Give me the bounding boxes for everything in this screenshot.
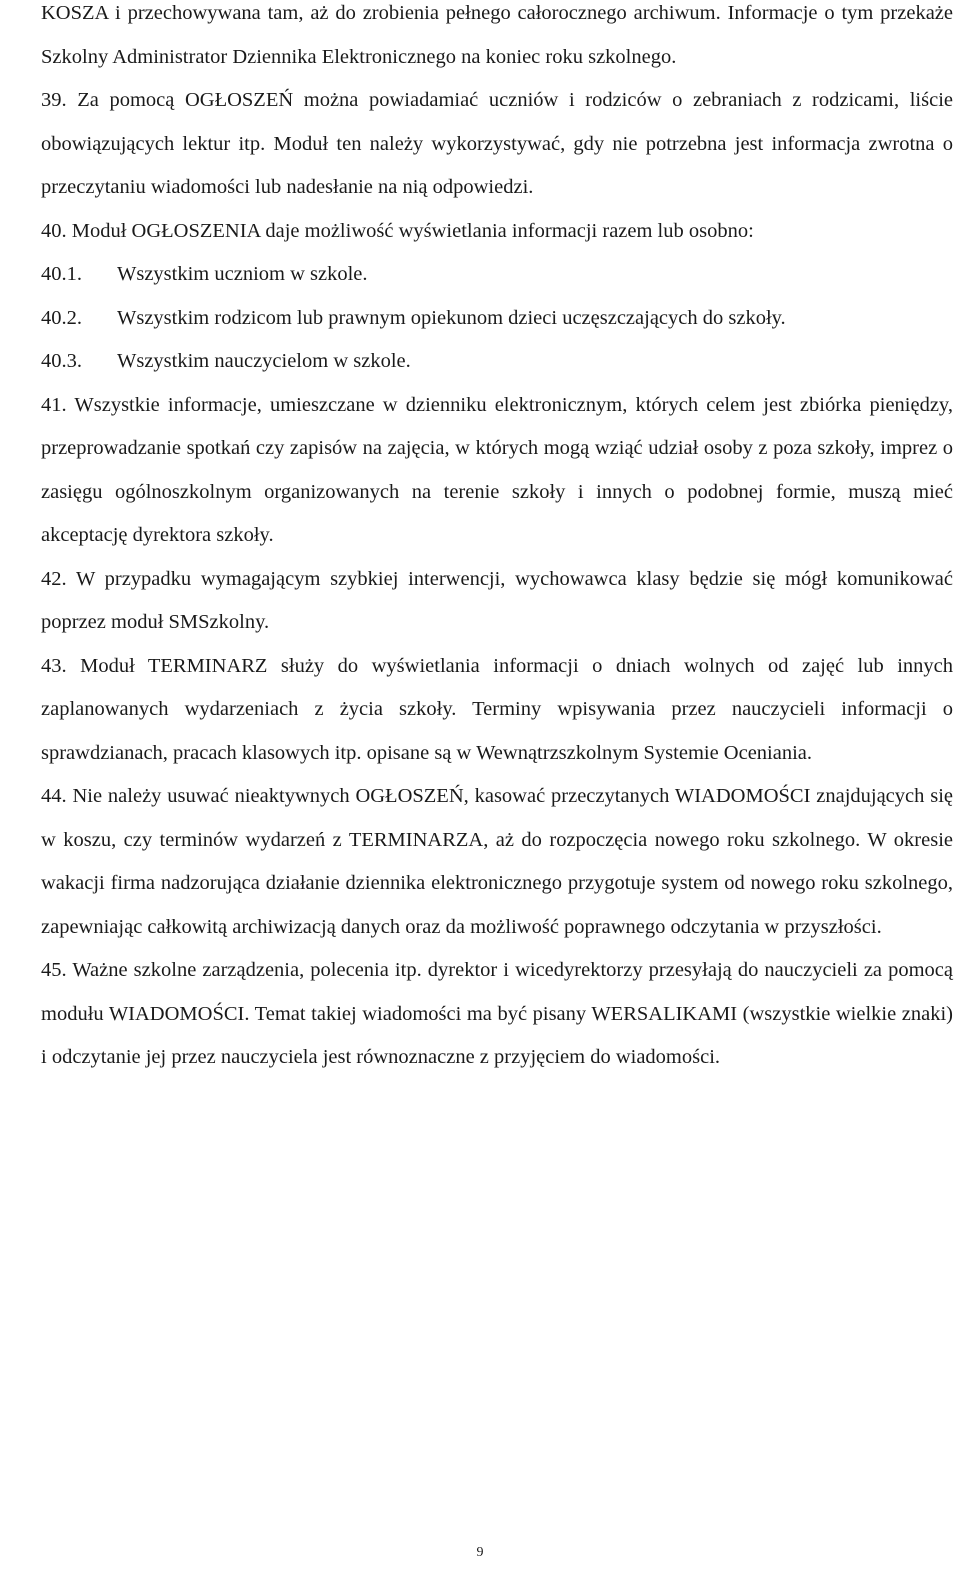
paragraph-text: Wszystkie informacje, umieszczane w dzienniku elektronicznym, których celem jest zbiórka pieniędzy, przeprowadzanie spotkań czy zapisów na zajęcia, w których mogą wziąć udział osoby z poza szkoły, imprez o zasięgu ogólnoszkolnym organizowanych na terenie szkoły i innych o podobnej formie, muszą mieć akceptację dyrektora szkoły. — [41, 393, 953, 546]
subitem-40-2 — [41, 297, 953, 341]
paragraph-45 — [41, 949, 953, 1080]
paragraph-42 — [41, 558, 953, 645]
subitem-text: Wszystkim rodzicom lub prawnym opiekunom dzieci uczęszczających do szkoły. — [117, 306, 786, 329]
paragraph-41 — [41, 384, 953, 558]
subitem-number: 40.3. — [41, 350, 82, 372]
paragraph-number: 45. — [41, 959, 67, 981]
paragraph-text: W przypadku wymagającym szybkiej interwencji, wychowawca klasy będzie się mógł komunikować poprzez moduł SMSzkolny. — [41, 567, 953, 633]
paragraph-text: Nie należy usuwać nieaktywnych OGŁOSZEŃ, kasować przeczytanych WIADOMOŚCI znajdujących się w koszu, czy terminów wydarzeń z TERMINARZA, aż do rozpoczęcia nowego roku szkolnego. W okresie wakacji firma nadzorująca działanie dziennika elektronicznego przygotuje system od nowego roku szkolnego, zapewniając całkowitą archiwizacją danych oraz da możliwość poprawnego odczytania w przyszłości. — [41, 785, 953, 938]
subitem-40-3 — [41, 340, 953, 384]
subitem-text: Wszystkim uczniom w szkole. — [117, 263, 368, 285]
subitem-text: Wszystkim nauczycielom w szkole. — [117, 350, 411, 372]
paragraph-44 — [41, 775, 953, 949]
continuation-paragraph: KOSZA i przechowywana tam, aż do zrobienia pełnego całorocznego archiwum. Informacje o tym przekaże Szkolny Administrator Dziennika Elektronicznego na koniec roku szkolnego. — [41, 2, 953, 68]
subitem-40-1 — [41, 253, 953, 297]
paragraph-39 — [41, 79, 953, 210]
paragraph-text: Ważne szkolne zarządzenia, polecenia itp. dyrektor i wicedyrektorzy przesyłają do nauczycieli za pomocą modułu WIADOMOŚCI. Temat takiej wiadomości ma być pisany WERSALIKAMI (wszystkie wielkie znaki) i odczytanie jej przez nauczyciela jest równoznaczne z przyjęciem do wiadomości. — [41, 959, 953, 1068]
paragraph-number: 43. — [41, 654, 67, 677]
paragraph-number: 40. — [41, 219, 67, 242]
subitem-number: 40.1. — [41, 263, 82, 285]
paragraph-number: 41. — [41, 393, 67, 416]
paragraph-number: 39. — [41, 89, 67, 111]
paragraph-text: Moduł OGŁOSZENIA daje możliwość wyświetlania informacji razem lub osobno: — [71, 219, 754, 242]
document-page — [41, 0, 953, 1080]
paragraph-40 — [41, 210, 953, 254]
paragraph-number: 44. — [41, 785, 67, 807]
paragraph-number: 42. — [41, 567, 67, 590]
paragraph-text: Za pomocą OGŁOSZEŃ można powiadamiać uczniów i rodziców o zebraniach z rodzicami, liście obowiązujących lektur itp. Moduł ten należy wykorzystywać, gdy nie potrzebna jest informacja zwrotna o przeczytaniu wiadomości lub nadesłanie na nią odpowiedzi. — [41, 89, 953, 198]
subitem-number: 40.2. — [41, 306, 82, 329]
paragraph-43 — [41, 645, 953, 776]
paragraph-text: Moduł TERMINARZ służy do wyświetlania informacji o dniach wolnych od zajęć lub innych zaplanowanych wydarzeniach z życia szkoły. Terminy wpisywania przez nauczycieli informacji o sprawdzianach, pracach klasowych itp. opisane są w Wewnątrzszkolnym Systemie Oceniania. — [41, 654, 953, 764]
page-number: 9 — [476, 1545, 484, 1560]
